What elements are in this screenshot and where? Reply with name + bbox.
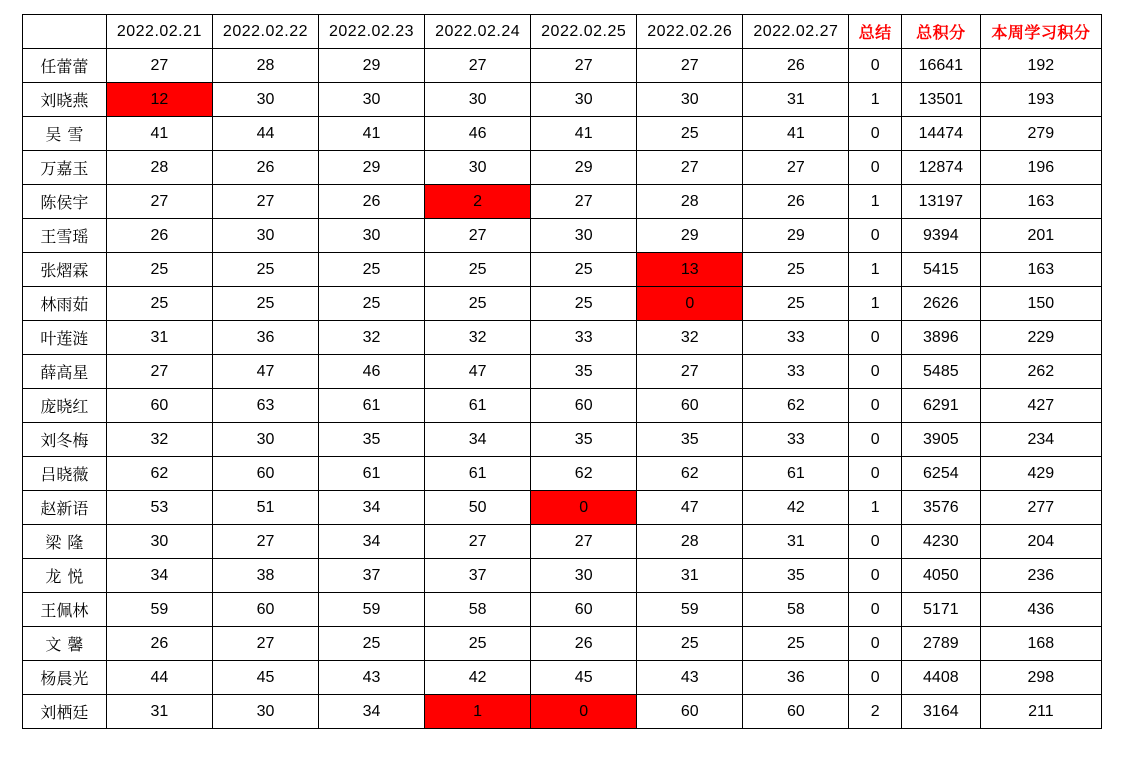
day-cell: 30 [637,83,743,117]
row-name-cell: 庞晓红 [23,389,107,423]
day-cell: 27 [531,49,637,83]
table-row [23,627,1102,661]
total-points-cell: 2626 [901,287,980,321]
summary-cell: 0 [849,627,902,661]
week-points-cell: 163 [980,253,1101,287]
day-cell: 27 [425,49,531,83]
day-cell: 33 [743,423,849,457]
week-points-cell: 277 [980,491,1101,525]
day-cell: 26 [212,151,318,185]
day-cell-highlighted: 0 [531,695,637,729]
total-points-cell: 13501 [901,83,980,117]
day-cell: 34 [319,525,425,559]
day-cell: 25 [319,627,425,661]
day-cell: 46 [319,355,425,389]
day-cell-highlighted: 12 [106,83,212,117]
day-cell: 60 [212,457,318,491]
day-cell: 31 [743,83,849,117]
summary-cell: 0 [849,151,902,185]
table-row [23,117,1102,151]
day-cell: 25 [425,627,531,661]
day-cell: 32 [425,321,531,355]
total-points-cell: 3905 [901,423,980,457]
total-points-cell: 4230 [901,525,980,559]
day-cell: 27 [637,355,743,389]
day-cell: 36 [743,661,849,695]
day-cell: 25 [319,253,425,287]
week-points-cell: 150 [980,287,1101,321]
summary-cell: 2 [849,695,902,729]
summary-cell: 0 [849,661,902,695]
table-row [23,389,1102,423]
row-name-cell: 吕晓薇 [23,457,107,491]
day-cell: 25 [531,253,637,287]
week-points-cell: 211 [980,695,1101,729]
day-cell: 27 [425,525,531,559]
day-cell: 27 [212,627,318,661]
day-cell: 62 [637,457,743,491]
day-cell: 28 [637,185,743,219]
day-cell: 44 [106,661,212,695]
column-header-2: 2022.02.22 [212,15,318,49]
row-name-cell: 杨晨光 [23,661,107,695]
row-name-cell: 陈侯宇 [23,185,107,219]
total-points-cell: 12874 [901,151,980,185]
day-cell: 43 [319,661,425,695]
summary-cell: 0 [849,525,902,559]
day-cell: 26 [319,185,425,219]
table-row [23,559,1102,593]
day-cell: 29 [743,219,849,253]
summary-cell: 0 [849,49,902,83]
day-cell: 46 [425,117,531,151]
day-cell: 26 [106,219,212,253]
column-header-1: 2022.02.21 [106,15,212,49]
day-cell: 31 [637,559,743,593]
day-cell: 42 [425,661,531,695]
day-cell: 26 [531,627,637,661]
table-row [23,661,1102,695]
day-cell: 63 [212,389,318,423]
header-corner-cell [23,15,107,49]
week-points-cell: 427 [980,389,1101,423]
total-points-cell: 5485 [901,355,980,389]
day-cell: 32 [637,321,743,355]
day-cell: 25 [637,117,743,151]
total-points-cell: 9394 [901,219,980,253]
table-row [23,219,1102,253]
day-cell: 27 [637,151,743,185]
table-row [23,321,1102,355]
day-cell: 33 [743,355,849,389]
day-cell: 30 [319,83,425,117]
total-points-cell: 13197 [901,185,980,219]
total-points-cell: 6254 [901,457,980,491]
day-cell: 37 [319,559,425,593]
total-points-cell: 3576 [901,491,980,525]
day-cell: 47 [637,491,743,525]
day-cell: 27 [531,525,637,559]
summary-cell: 0 [849,457,902,491]
day-cell: 37 [425,559,531,593]
column-header-6: 2022.02.26 [637,15,743,49]
summary-cell: 0 [849,389,902,423]
day-cell: 27 [106,49,212,83]
row-name-cell: 刘冬梅 [23,423,107,457]
column-header-7: 2022.02.27 [743,15,849,49]
row-name-cell: 赵新语 [23,491,107,525]
day-cell: 27 [425,219,531,253]
summary-cell: 0 [849,321,902,355]
row-name-cell: 龙悦 [23,559,107,593]
table-row [23,151,1102,185]
day-cell: 35 [743,559,849,593]
day-cell: 34 [106,559,212,593]
day-cell: 41 [531,117,637,151]
row-name-cell: 刘栖廷 [23,695,107,729]
week-points-cell: 193 [980,83,1101,117]
day-cell: 60 [212,593,318,627]
day-cell: 32 [319,321,425,355]
day-cell: 50 [425,491,531,525]
day-cell: 25 [425,287,531,321]
day-cell: 26 [743,49,849,83]
day-cell: 30 [531,83,637,117]
day-cell: 25 [212,253,318,287]
week-points-cell: 204 [980,525,1101,559]
table-row [23,355,1102,389]
total-points-cell: 4408 [901,661,980,695]
day-cell: 30 [106,525,212,559]
day-cell: 58 [425,593,531,627]
row-name-cell: 任蕾蕾 [23,49,107,83]
total-points-cell: 5171 [901,593,980,627]
day-cell: 60 [637,695,743,729]
day-cell: 32 [106,423,212,457]
day-cell: 31 [106,321,212,355]
day-cell: 35 [637,423,743,457]
week-points-cell: 234 [980,423,1101,457]
day-cell: 34 [425,423,531,457]
day-cell: 30 [425,83,531,117]
table-body [23,15,1102,729]
row-name-cell: 王雪瑶 [23,219,107,253]
day-cell: 30 [425,151,531,185]
column-header-8: 总结 [849,15,902,49]
summary-cell: 0 [849,219,902,253]
summary-cell: 1 [849,287,902,321]
day-cell: 30 [212,423,318,457]
row-name-cell: 薛高星 [23,355,107,389]
day-cell: 29 [319,151,425,185]
day-cell: 28 [212,49,318,83]
row-name-cell: 梁隆 [23,525,107,559]
day-cell: 61 [319,457,425,491]
total-points-cell: 3164 [901,695,980,729]
day-cell: 27 [637,49,743,83]
day-cell: 27 [106,185,212,219]
day-cell: 59 [637,593,743,627]
day-cell: 62 [106,457,212,491]
summary-cell: 0 [849,593,902,627]
table-row [23,49,1102,83]
day-cell: 28 [106,151,212,185]
day-cell-highlighted: 0 [637,287,743,321]
week-points-cell: 236 [980,559,1101,593]
day-cell: 41 [743,117,849,151]
day-cell: 30 [531,559,637,593]
day-cell: 43 [637,661,743,695]
day-cell-highlighted: 13 [637,253,743,287]
row-name-cell: 王佩林 [23,593,107,627]
week-points-cell: 196 [980,151,1101,185]
column-header-5: 2022.02.25 [531,15,637,49]
day-cell: 59 [319,593,425,627]
day-cell: 25 [212,287,318,321]
column-header-10: 本周学习积分 [980,15,1101,49]
day-cell: 60 [743,695,849,729]
day-cell: 25 [743,287,849,321]
day-cell: 25 [425,253,531,287]
day-cell: 38 [212,559,318,593]
row-name-cell: 万嘉玉 [23,151,107,185]
week-points-cell: 192 [980,49,1101,83]
week-points-cell: 201 [980,219,1101,253]
column-header-9: 总积分 [901,15,980,49]
day-cell: 27 [212,525,318,559]
day-cell: 59 [106,593,212,627]
day-cell: 62 [743,389,849,423]
table-row [23,423,1102,457]
total-points-cell: 2789 [901,627,980,661]
row-name-cell: 文馨 [23,627,107,661]
summary-cell: 0 [849,423,902,457]
summary-cell: 0 [849,117,902,151]
day-cell: 58 [743,593,849,627]
day-cell: 45 [212,661,318,695]
table-row [23,287,1102,321]
day-cell: 25 [743,253,849,287]
total-points-cell: 3896 [901,321,980,355]
day-cell: 30 [212,219,318,253]
day-cell: 25 [106,287,212,321]
day-cell: 45 [531,661,637,695]
day-cell: 31 [106,695,212,729]
day-cell: 30 [212,83,318,117]
day-cell: 29 [637,219,743,253]
day-cell: 36 [212,321,318,355]
day-cell: 30 [212,695,318,729]
day-cell: 35 [531,355,637,389]
table-row [23,185,1102,219]
week-points-cell: 298 [980,661,1101,695]
day-cell: 25 [106,253,212,287]
day-cell: 27 [531,185,637,219]
day-cell-highlighted: 1 [425,695,531,729]
day-cell: 42 [743,491,849,525]
day-cell: 35 [531,423,637,457]
week-points-cell: 262 [980,355,1101,389]
table-row [23,593,1102,627]
day-cell-highlighted: 2 [425,185,531,219]
summary-cell: 0 [849,559,902,593]
day-cell: 34 [319,491,425,525]
day-cell: 31 [743,525,849,559]
day-cell: 28 [637,525,743,559]
day-cell: 29 [319,49,425,83]
week-points-cell: 429 [980,457,1101,491]
day-cell: 62 [531,457,637,491]
day-cell: 27 [212,185,318,219]
week-points-cell: 436 [980,593,1101,627]
day-cell: 33 [531,321,637,355]
day-cell: 60 [531,593,637,627]
row-name-cell: 林雨茹 [23,287,107,321]
table-row [23,457,1102,491]
day-cell: 61 [425,389,531,423]
day-cell: 35 [319,423,425,457]
day-cell: 47 [212,355,318,389]
column-header-4: 2022.02.24 [425,15,531,49]
row-name-cell: 叶莲涟 [23,321,107,355]
summary-cell: 1 [849,185,902,219]
total-points-cell: 6291 [901,389,980,423]
day-cell: 34 [319,695,425,729]
table-row [23,695,1102,729]
row-name-cell: 吴雪 [23,117,107,151]
table-row [23,491,1102,525]
row-name-cell: 张熠霖 [23,253,107,287]
week-points-cell: 229 [980,321,1101,355]
week-points-cell: 163 [980,185,1101,219]
day-cell: 61 [319,389,425,423]
table-header-row [23,15,1102,49]
total-points-cell: 4050 [901,559,980,593]
column-header-3: 2022.02.23 [319,15,425,49]
table-row [23,83,1102,117]
score-table [22,14,1102,729]
day-cell: 25 [319,287,425,321]
day-cell: 26 [743,185,849,219]
day-cell: 33 [743,321,849,355]
day-cell: 60 [637,389,743,423]
day-cell: 44 [212,117,318,151]
day-cell: 60 [106,389,212,423]
day-cell: 27 [743,151,849,185]
summary-cell: 1 [849,83,902,117]
summary-cell: 0 [849,355,902,389]
day-cell: 61 [425,457,531,491]
day-cell: 61 [743,457,849,491]
day-cell: 25 [531,287,637,321]
day-cell: 53 [106,491,212,525]
day-cell: 41 [106,117,212,151]
total-points-cell: 5415 [901,253,980,287]
total-points-cell: 16641 [901,49,980,83]
day-cell: 51 [212,491,318,525]
summary-cell: 1 [849,491,902,525]
day-cell: 47 [425,355,531,389]
total-points-cell: 14474 [901,117,980,151]
row-name-cell: 刘晓燕 [23,83,107,117]
day-cell: 26 [106,627,212,661]
table-row [23,253,1102,287]
table-row [23,525,1102,559]
week-points-cell: 279 [980,117,1101,151]
day-cell-highlighted: 0 [531,491,637,525]
day-cell: 25 [637,627,743,661]
summary-cell: 1 [849,253,902,287]
day-cell: 25 [743,627,849,661]
day-cell: 60 [531,389,637,423]
day-cell: 41 [319,117,425,151]
day-cell: 30 [531,219,637,253]
week-points-cell: 168 [980,627,1101,661]
day-cell: 29 [531,151,637,185]
day-cell: 27 [106,355,212,389]
day-cell: 30 [319,219,425,253]
